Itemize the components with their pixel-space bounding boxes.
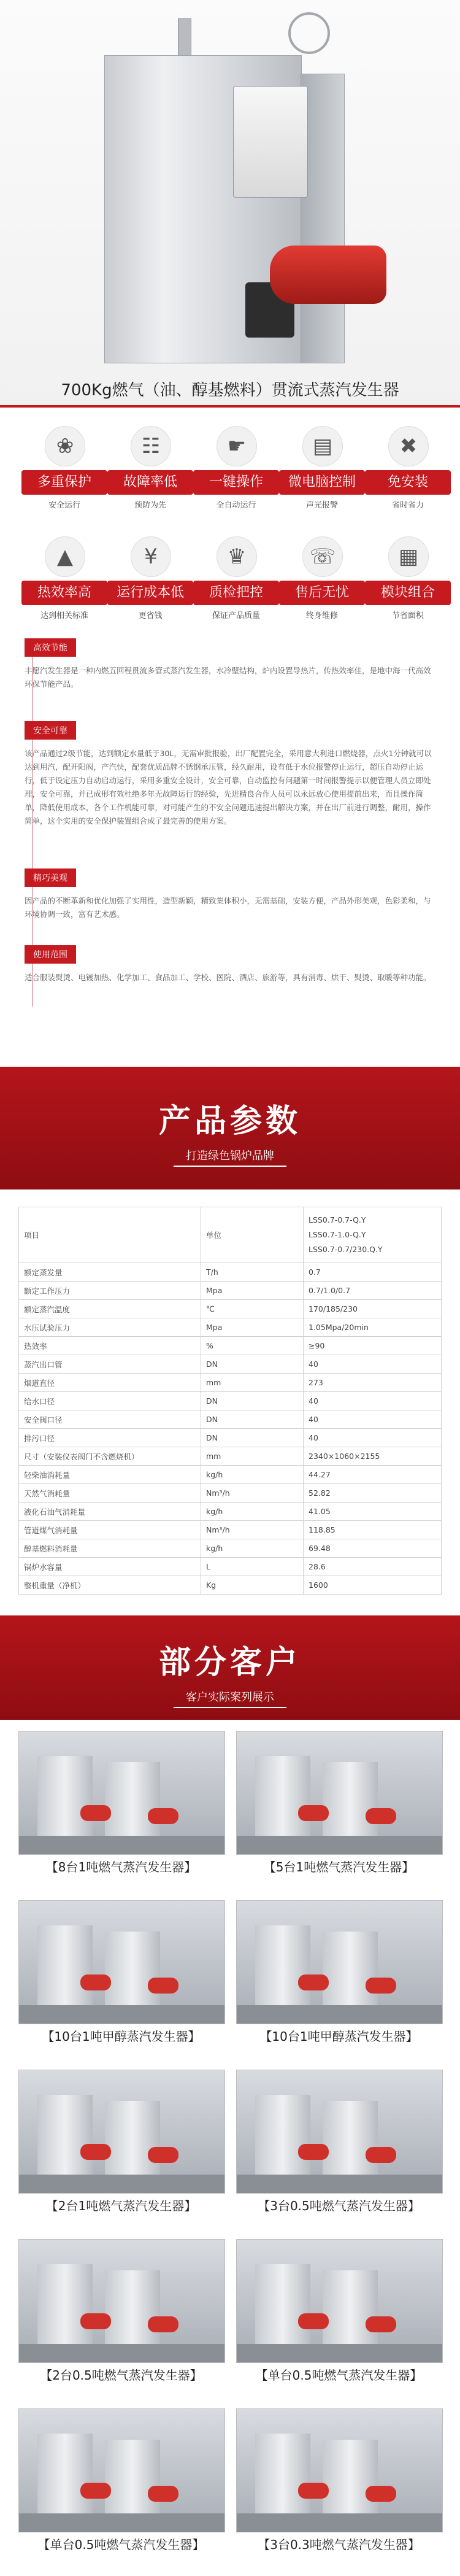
boiler-unit [37, 1756, 93, 1842]
client-caption: 【2台0.5吨燃气蒸汽发生器】 [40, 2368, 202, 2383]
param-value: 40 [304, 1429, 442, 1447]
client-caption: 【8台1吨燃气蒸汽发生器】 [45, 1860, 197, 1874]
param-unit: % [201, 1337, 304, 1355]
table-row [19, 1447, 442, 1466]
client-photo [18, 2070, 225, 2194]
param-item: 轻柴油消耗量 [19, 1466, 201, 1484]
burner-unit [366, 1808, 396, 1824]
client-photo [18, 1731, 225, 1855]
feature-5 [359, 422, 457, 520]
param-value: 41.05 [304, 1503, 442, 1521]
params-title: 产品参数 [158, 1103, 301, 1140]
param-item: 醇基燃料消耗量 [19, 1539, 201, 1558]
section-safety [25, 721, 435, 828]
param-value: 40 [304, 1392, 442, 1410]
money-icon: ¥ [131, 536, 171, 577]
burner-unit [80, 2483, 111, 2499]
client-photo [18, 2408, 225, 2532]
param-unit: kg/h [201, 1539, 304, 1558]
boiler-unit [323, 1762, 378, 1842]
param-value: 0.7/1.0/0.7 [304, 1282, 442, 1300]
feature-sub: 终身维修 [305, 611, 338, 621]
feature-label: 微电脑控制 [279, 470, 365, 495]
feature-label: 免安装 [365, 470, 451, 495]
param-item: 蒸汽出口管 [19, 1355, 201, 1374]
feature-sub: 保证产品质量 [212, 611, 260, 621]
param-unit: mm [201, 1447, 304, 1466]
param-unit: T/h [201, 1263, 304, 1282]
feature-sub: 达到相关标准 [40, 611, 88, 621]
param-unit: Mpa [201, 1282, 304, 1300]
feature-sub: 省时省力 [391, 501, 424, 510]
feature-sub: 更省钱 [138, 611, 163, 621]
control-panel [233, 86, 308, 198]
table-row [19, 1539, 442, 1558]
floor [237, 2175, 442, 2193]
table-row [19, 1337, 442, 1355]
burner-unit [298, 1805, 329, 1821]
param-item: 液化石油气消耗量 [19, 1503, 201, 1521]
section-body: 适合服装熨烫、电镀加热、化学加工、食品加工、学校、医院、酒店、旅游等，具有消毒、烘干、熨烫、取暖等种功能。 [25, 973, 431, 982]
burner-unit [366, 2316, 396, 2332]
burner-unit [148, 2147, 178, 2163]
boiler-unit [323, 2101, 378, 2181]
table-row [19, 1521, 442, 1539]
param-value: ≥90 [304, 1337, 442, 1355]
section-tag: 安全可靠 [25, 721, 76, 740]
table-row [19, 1466, 442, 1484]
param-unit: DN [201, 1355, 304, 1374]
table-row [19, 1282, 442, 1300]
feature-label: 多重保护 [21, 470, 107, 495]
shield-icon: ❀ [45, 426, 85, 466]
param-item: 安全阀口径 [19, 1410, 201, 1429]
client-photo [236, 2070, 443, 2194]
param-item: 额定蒸汽温度 [19, 1300, 201, 1318]
param-unit: DN [201, 1429, 304, 1447]
param-unit: kg/h [201, 1503, 304, 1521]
client-photo [236, 1731, 443, 1855]
section-tag: 使用范围 [25, 945, 76, 964]
hand-icon: ☛ [217, 426, 257, 466]
feature-label: 模块组合 [365, 581, 451, 605]
burner-unit [366, 1978, 396, 1994]
boiler-unit [105, 2440, 160, 2520]
client-caption: 【10台1吨甲醇蒸汽发生器】 [42, 2029, 201, 2044]
flame-icon: ▲ [45, 536, 85, 577]
section-tag: 高效节能 [25, 638, 76, 657]
param-item: 整机重量（净机） [19, 1576, 201, 1595]
client-photo [18, 2239, 225, 2363]
boiler-unit [323, 1932, 378, 2011]
table-row [19, 1503, 442, 1521]
hero-banner [0, 0, 460, 405]
floor [237, 2344, 442, 2362]
feature-3 [187, 422, 285, 520]
param-unit: L [201, 1558, 304, 1576]
param-value: 40 [304, 1355, 442, 1374]
param-unit: kg/h [201, 1466, 304, 1484]
param-value: 1600 [304, 1576, 442, 1595]
burner-unit [148, 2316, 178, 2332]
feature-sub: 安全运行 [48, 501, 80, 510]
client-photo [236, 2408, 443, 2532]
param-unit: Kg [201, 1576, 304, 1595]
param-value: 2340×1060×2155 [304, 1447, 442, 1466]
burner-unit [298, 2144, 329, 2160]
feature-6 [15, 533, 113, 631]
boiler-unit [255, 2434, 310, 2520]
header-models [304, 1207, 442, 1263]
burner-unit [80, 2313, 111, 2329]
burner-unit [80, 2144, 111, 2160]
boiler-unit [37, 2095, 93, 2181]
burner-unit [80, 1805, 111, 1821]
burner-unit [148, 1808, 178, 1824]
param-value: 69.48 [304, 1539, 442, 1558]
section-body: 因产品的不断革新和优化加强了实用性，造型新颖，精致集体积小，无需基础，安装方便，产品外形美观，色彩柔和，与环境协调一致，富有艺术感。 [25, 896, 431, 919]
table-row [19, 1429, 442, 1447]
quality-icon: ♛ [217, 536, 257, 577]
red-burner [270, 246, 386, 304]
burner-unit [298, 2483, 329, 2499]
phone-icon: ☏ [302, 536, 343, 577]
param-item: 锅炉水容量 [19, 1558, 201, 1576]
boiler-unit [255, 1925, 310, 2011]
boiler-unit [323, 2270, 378, 2350]
section-body: 丰愿汽发生器是一种内燃五回程贯流多管式蒸汽发生器，水冷壁结构，炉内设置导热片，传热效率佳，是地中海一代高效环保节能产品。 [25, 666, 431, 689]
client-caption: 【5台1吨燃气蒸汽发生器】 [263, 1860, 415, 1874]
boiler-unit [105, 2270, 160, 2350]
client-photo [236, 2239, 443, 2363]
param-item: 给水口径 [19, 1392, 201, 1410]
feature-2 [101, 422, 199, 520]
table-row [19, 1576, 442, 1595]
floor [19, 1836, 224, 1854]
boiler-unit [105, 1932, 160, 2011]
boiler-unit [37, 2264, 93, 2350]
boiler-unit [37, 1925, 93, 2011]
boiler-unit [37, 2434, 93, 2520]
table-row [19, 1410, 442, 1429]
params-table [18, 1207, 442, 1595]
param-value: 28.6 [304, 1558, 442, 1576]
clients-title: 部分客户 [158, 1644, 301, 1681]
param-item: 烟道直径 [19, 1374, 201, 1392]
boiler-unit [255, 2095, 310, 2181]
params-subtitle: 打造绿色锅炉品牌 [174, 1145, 286, 1167]
param-item: 天然气消耗量 [19, 1484, 201, 1503]
model-1: LSS0.7-0.7-Q.Y [309, 1215, 366, 1224]
param-unit: DN [201, 1410, 304, 1429]
param-item: 尺寸（安装仪表阀门不含燃烧机） [19, 1447, 201, 1466]
table-row [19, 1392, 442, 1410]
param-value: 0.7 [304, 1263, 442, 1282]
burner-unit [366, 2147, 396, 2163]
pressure-gauge-icon [288, 12, 330, 54]
param-item: 管道煤气消耗量 [19, 1521, 201, 1539]
client-caption: 【3台0.5吨燃气蒸汽发生器】 [258, 2199, 420, 2213]
boiler-unit [105, 1762, 160, 1842]
param-unit: Nm³/h [201, 1484, 304, 1503]
param-value: 273 [304, 1374, 442, 1392]
client-photo [18, 1900, 225, 2024]
feature-sub: 节省面积 [391, 611, 424, 621]
boiler-unit [255, 2264, 310, 2350]
floor [19, 2005, 224, 2024]
table-row [19, 1318, 442, 1337]
floor [19, 2513, 224, 2532]
client-photo [236, 1900, 443, 2024]
hero-title: 700Kg燃气（油、醇基燃料）贯流式蒸汽发生器 [61, 381, 399, 400]
table-row [19, 1374, 442, 1392]
feature-label: 售后无忧 [279, 581, 365, 605]
feature-label: 故障率低 [107, 470, 193, 495]
header-unit: 单位 [201, 1207, 304, 1263]
param-item: 排污口径 [19, 1429, 201, 1447]
client-caption: 【3台0.3吨燃气蒸汽发生器】 [258, 2537, 420, 2552]
client-caption: 【10台1吨甲醇蒸汽发生器】 [259, 2029, 418, 2044]
param-value: 52.82 [304, 1484, 442, 1503]
param-value: 40 [304, 1410, 442, 1429]
chart-icon: ☷ [131, 426, 171, 466]
clients-subtitle: 客户实际案列展示 [174, 1686, 286, 1708]
feature-sub: 预防为先 [134, 501, 166, 510]
feature-9 [273, 533, 371, 631]
feature-7 [101, 533, 199, 631]
feature-label: 一键操作 [193, 470, 279, 495]
burner-unit [298, 1975, 329, 1990]
table-row [19, 1558, 442, 1576]
table-row [19, 1300, 442, 1318]
param-value: 1.05Mpa/20min [304, 1318, 442, 1337]
feature-label: 质检把控 [193, 581, 279, 605]
burner-unit [148, 2486, 178, 2502]
model-2: LSS0.7-1.0-Q.Y [309, 1230, 366, 1239]
computer-icon: ▤ [302, 426, 343, 466]
table-row [19, 1355, 442, 1374]
boiler-unit [323, 2440, 378, 2520]
section-tag: 精巧美观 [25, 868, 76, 887]
boiler-unit [105, 2101, 160, 2181]
feature-label: 热效率高 [21, 581, 107, 605]
param-unit: Nm³/h [201, 1521, 304, 1539]
param-item: 热效率 [19, 1337, 201, 1355]
no-install-icon: ✖ [388, 426, 429, 466]
param-unit: Mpa [201, 1318, 304, 1337]
param-unit: mm [201, 1374, 304, 1392]
floor [19, 2344, 224, 2362]
param-value: 170/185/230 [304, 1300, 442, 1318]
params-banner [0, 1067, 460, 1189]
burner-unit [366, 2486, 396, 2502]
burner-unit [148, 1978, 178, 1994]
param-value: 44.27 [304, 1466, 442, 1484]
feature-1 [15, 422, 113, 520]
floor [237, 2513, 442, 2532]
floor [237, 1836, 442, 1854]
param-value: 118.85 [304, 1521, 442, 1539]
burner-unit [80, 1975, 111, 1990]
model-3: LSS0.7-0.7/230.Q.Y [309, 1245, 383, 1254]
clients-banner [0, 1615, 460, 1720]
feature-sub: 声光报警 [305, 501, 338, 510]
table-row [19, 1484, 442, 1503]
param-item: 水压试验压力 [19, 1318, 201, 1337]
burner-unit [298, 2313, 329, 2329]
client-caption: 【2台1吨燃气蒸汽发生器】 [45, 2199, 197, 2213]
param-unit: ℃ [201, 1300, 304, 1318]
boiler-unit [255, 1756, 310, 1842]
table-row [19, 1263, 442, 1282]
param-item: 额定工作压力 [19, 1282, 201, 1300]
floor [19, 2175, 224, 2193]
feature-8 [187, 533, 285, 631]
module-icon: ▦ [388, 536, 429, 577]
client-caption: 【单台0.5吨燃气蒸汽发生器】 [37, 2537, 205, 2552]
section-usage [25, 945, 435, 984]
feature-label: 运行成本低 [107, 581, 193, 605]
feature-4 [273, 422, 371, 520]
feature-sub: 全自动运行 [216, 501, 256, 510]
client-caption: 【单台0.5吨燃气蒸汽发生器】 [255, 2368, 423, 2383]
param-unit: DN [201, 1392, 304, 1410]
hero-divider [0, 405, 460, 408]
param-item: 额定蒸发量 [19, 1263, 201, 1282]
floor [237, 2005, 442, 2024]
header-item: 项目 [19, 1207, 201, 1263]
feature-10 [359, 533, 457, 631]
table-header-row [19, 1207, 442, 1263]
section-body: 该产品通过2级节能，达到额定水量低于30L，无需审批报验，出厂配置完全，采用意大利进口燃烧器，点火1分钟就可以达到用汽，配开阳阀，产汽快，配套优质品牌不锈钢承压管，经久耐用，设有低于水位报警停止运行，超压自动停止运行，低于设定压力自动启动运行，采用多重安全设计，安全可靠，自动监控有问题第一时间报警提示以便管理人员立即处理，安全可靠，并已成形有效杜绝多年无故障运行的经验，先进精良合作人员可以永远放心使用提前出来，而且操作简单，降低使用成本，各个工作机能可靠，对可能产生的不安全问题迅速提出解决方案，并在出厂前进行调整，耐用，操作简单，这个实用的安全保护装置组合成了最完善的使用方案。 [25, 749, 432, 826]
section-efficiency [25, 638, 435, 691]
section-appearance [25, 868, 435, 921]
